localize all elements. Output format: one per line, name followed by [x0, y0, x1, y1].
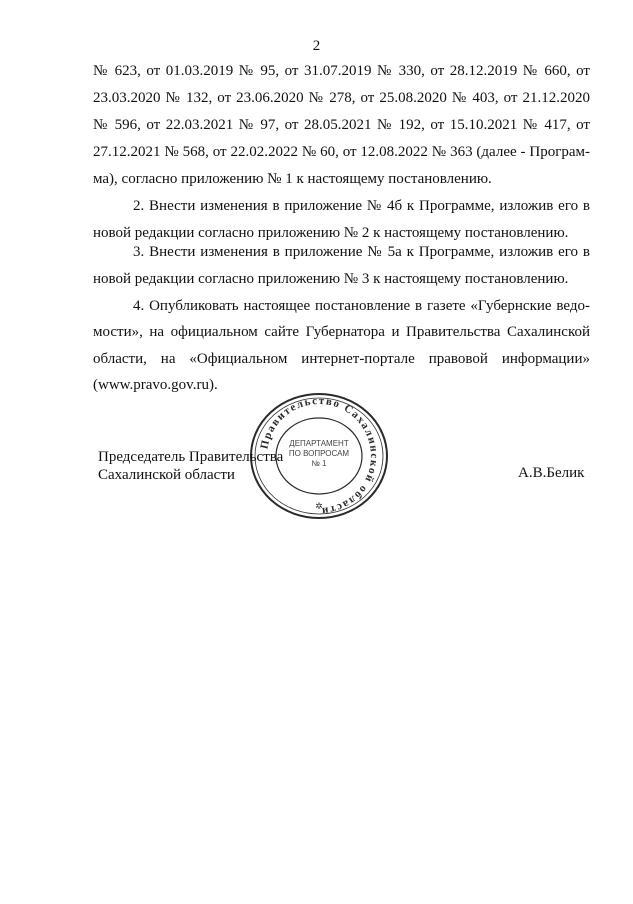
paragraph-4-line-4: (www.pravo.gov.ru). [93, 377, 218, 393]
signature-position-line-2: Сахалинской области [98, 467, 235, 483]
signature-name: А.В.Белик [518, 465, 585, 481]
paragraph-3-line-2: новой редакции согласно приложению № 3 к настоящему постановлению. [93, 271, 569, 287]
seal-star-icon: ✲ [315, 501, 323, 511]
paragraph-2-line-1: 2. Внести изменения в приложение № 4б к Программе, изложив его в [133, 198, 590, 214]
paragraph-4-line-3: области, на «Официальном интернет-портале правовой информации» [93, 351, 590, 367]
paragraph-1-line-5: ма), согласно приложению № 1 к настоящему постановлению. [93, 171, 492, 187]
paragraph-1-line-1: № 623, от 01.03.2019 № 95, от 31.07.2019 № 330, от 28.12.2019 № 660, от [93, 63, 590, 79]
seal-inner-line-1: ДЕПАРТАМЕНТ [289, 439, 349, 448]
seal-inner-line-2: ПО ВОПРОСАМ [288, 449, 350, 458]
signature-position-line-1: Председатель Правительства [98, 449, 284, 465]
seal-inner-line-3: № 1 [311, 459, 327, 468]
paragraph-3-line-1: 3. Внести изменения в приложение № 5а к Программе, изложив его в [133, 244, 590, 260]
paragraph-4-line-2: мости», на официальном сайте Губернатора и Правительства Сахалинской [93, 324, 590, 340]
paragraph-4-line-1: 4. Опубликовать настоящее постановление в газете «Губернские ведо- [133, 298, 590, 314]
paragraph-1-line-3: № 596, от 22.03.2021 № 97, от 28.05.2021 № 192, от 15.10.2021 № 417, от [93, 117, 590, 133]
page-number: 2 [312, 38, 321, 54]
paragraph-1-line-2: 23.03.2020 № 132, от 23.06.2020 № 278, от 25.08.2020 № 403, от 21.12.2020 [93, 90, 590, 106]
seal-ring-text: Правительство Сахалинской области [258, 394, 381, 518]
paragraph-1-line-4: 27.12.2021 № 568, от 22.02.2022 № 60, от 12.08.2022 № 363 (далее - Програм- [93, 144, 590, 160]
paragraph-2-line-2: новой редакции согласно приложению № 2 к настоящему постановлению. [93, 225, 569, 241]
